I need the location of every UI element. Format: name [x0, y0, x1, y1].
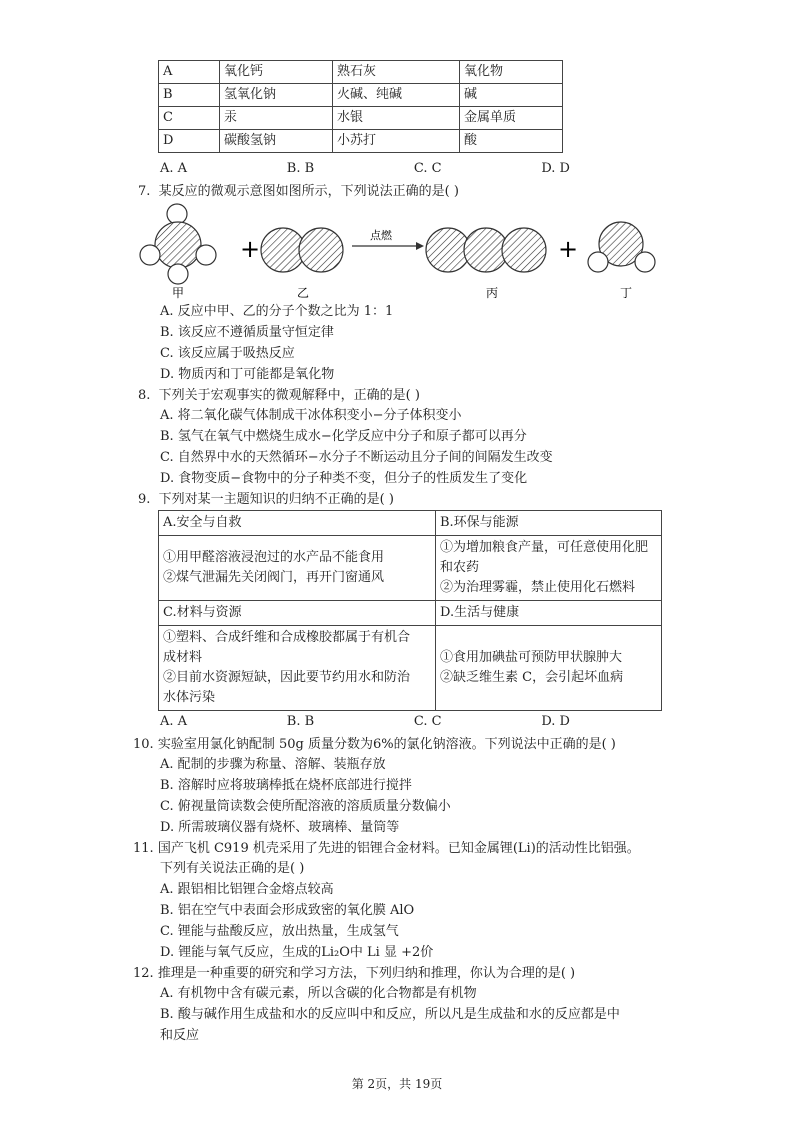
q11-option-c[interactable]: C. 锂能与盐酸反应，放出热量，生成氢气	[160, 924, 399, 939]
q11-stem: 11. 国产飞机 C919 机壳采用了先进的铝锂合金材料。已知金属锂(Li)的活动性比铝强。	[133, 841, 640, 856]
reaction-diagram	[130, 202, 670, 302]
table-cell: 熟石灰	[333, 61, 460, 84]
table-cell: B	[159, 84, 220, 107]
table-row	[159, 536, 662, 601]
table-cell: A	[159, 61, 220, 84]
q12-option-a[interactable]: A. 有机物中含有碳元素，所以含碳的化合物都是有机物	[160, 986, 477, 1001]
q10-option-c[interactable]: C. 俯视量筒读数会使所配溶液的溶质质量分数偏小	[160, 799, 451, 814]
plus-sign: +	[558, 235, 579, 263]
table-cell: ①食用加碘盐可预防甲状腺肿大 ②缺乏维生素 C，会引起坏血病	[436, 626, 662, 711]
q7-option-a[interactable]: A. 反应中甲、乙的分子个数之比为 1：1	[160, 304, 394, 319]
q10-option-b[interactable]: B. 溶解时应将玻璃棒抵在烧杯底部进行搅拌	[160, 778, 412, 793]
choice-a[interactable]: A. A	[160, 161, 188, 176]
table-cell: ①塑料、合成纤维和合成橡胶都属于有机合 成材料 ②目前水资源短缺，因此要节约用水和防治 水体污染	[159, 626, 436, 711]
table-cell: 小苏打	[333, 130, 460, 153]
molecule-ding	[588, 222, 655, 272]
table-row	[159, 130, 563, 153]
table-cell: D.生活与健康	[436, 601, 662, 626]
q7-option-b[interactable]: B. 该反应不遵循质量守恒定律	[160, 325, 334, 340]
table-cell: 金属单质	[460, 107, 563, 130]
label-yi: 乙	[297, 286, 310, 300]
q11-option-d[interactable]: D. 锂能与氧气反应，生成的Li₂O中 Li 显 +2价	[160, 945, 434, 960]
q7-option-c[interactable]: C. 该反应属于吸热反应	[160, 346, 295, 361]
q10-option-d[interactable]: D. 所需玻璃仪器有烧杯、玻璃棒、量筒等	[160, 820, 400, 835]
table-cell: A.安全与自救	[159, 511, 436, 536]
table-row	[159, 107, 563, 130]
q8-option-c[interactable]: C. 自然界中水的天然循环−水分子不断运动且分子间的间隔发生改变	[160, 450, 553, 465]
choice-c[interactable]: C. C	[413, 161, 442, 176]
q11-stem-cont: 下列有关说法正确的是( )	[160, 861, 305, 876]
choice-d[interactable]: D. D	[541, 161, 570, 176]
page-number: 第 2页，共 19页	[351, 1077, 443, 1091]
table-row	[159, 511, 662, 536]
arrow-label: 点燃	[370, 229, 392, 242]
q9-table	[158, 510, 662, 711]
table-row	[159, 61, 563, 84]
reaction-arrow	[352, 228, 424, 250]
q11-option-b[interactable]: B. 铝在空气中表面会形成致密的氧化膜 AlO	[160, 903, 415, 918]
table-cell: 火碱、纯碱	[333, 84, 460, 107]
q9-stem: 9. 下列对某一主题知识的归纳不正确的是( )	[138, 492, 394, 507]
choice-d[interactable]: D. D	[541, 714, 570, 729]
table-row	[159, 626, 662, 711]
choice-b[interactable]: B. B	[286, 161, 315, 176]
label-ding: 丁	[620, 286, 633, 300]
table-cell: 碱	[460, 84, 563, 107]
q8-option-d[interactable]: D. 食物变质−食物中的分子种类不变，但分子的性质发生了变化	[160, 471, 528, 486]
q12-option-b-cont: 和反应	[160, 1028, 200, 1043]
q11-option-a[interactable]: A. 跟铝相比铝锂合金熔点较高	[160, 882, 334, 897]
table-cell: 氧化物	[460, 61, 563, 84]
q8-option-b[interactable]: B. 氢气在氧气中燃烧生成水−化学反应中分子和原子都可以再分	[160, 429, 527, 444]
q6-table	[158, 60, 563, 153]
q9-choices	[160, 714, 570, 729]
q8-stem: 8. 下列关于宏观事实的微观解释中，正确的是( )	[138, 388, 420, 403]
plus-sign: +	[240, 235, 261, 263]
table-cell: 氢氧化钠	[220, 84, 333, 107]
choice-b[interactable]: B. B	[286, 714, 315, 729]
table-cell: B.环保与能源	[436, 511, 662, 536]
choice-a[interactable]: A. A	[160, 714, 188, 729]
molecule-yi	[261, 228, 343, 272]
choice-c[interactable]: C. C	[413, 714, 442, 729]
table-cell: ①为增加粮食产量，可任意使用化肥 和农药 ②为治理雾霾，禁止使用化石燃料	[436, 536, 662, 601]
table-cell: C	[159, 107, 220, 130]
q7-option-d[interactable]: D. 物质丙和丁可能都是氧化物	[160, 367, 335, 382]
table-row	[159, 84, 563, 107]
table-cell: 碳酸氢钠	[220, 130, 333, 153]
q10-option-a[interactable]: A. 配制的步骤为称量、溶解、装瓶存放	[160, 757, 386, 772]
table-cell: 氧化钙	[220, 61, 333, 84]
q6-choices	[160, 161, 570, 176]
table-cell: C.材料与资源	[159, 601, 436, 626]
q7-stem: 7. 某反应的微观示意图如图所示，下列说法正确的是( )	[138, 184, 459, 199]
table-cell: ①用甲醛溶液浸泡过的水产品不能食用 ②煤气泄漏先关闭阀门，再开门窗通风	[159, 536, 436, 601]
molecule-jia	[140, 204, 216, 284]
table-cell: D	[159, 130, 220, 153]
q12-stem: 12. 推理是一种重要的研究和学习方法，下列归纳和推理，你认为合理的是( )	[133, 966, 576, 981]
table-cell: 酸	[460, 130, 563, 153]
molecule-bing	[426, 228, 546, 272]
q8-option-a[interactable]: A. 将二氧化碳气体制成干冰体积变小−分子体积变小	[160, 408, 462, 423]
table-cell: 汞	[220, 107, 333, 130]
q12-option-b[interactable]: B. 酸与碱作用生成盐和水的反应叫中和反应，所以凡是生成盐和水的反应都是中	[160, 1007, 620, 1022]
table-row	[159, 601, 662, 626]
q10-stem: 10. 实验室用氯化钠配制 50g 质量分数为6%的氯化钠溶液。下列说法中正确的是( )	[133, 737, 616, 752]
label-jia: 甲	[172, 286, 185, 300]
table-cell: 水银	[333, 107, 460, 130]
label-bing: 丙	[486, 286, 499, 300]
